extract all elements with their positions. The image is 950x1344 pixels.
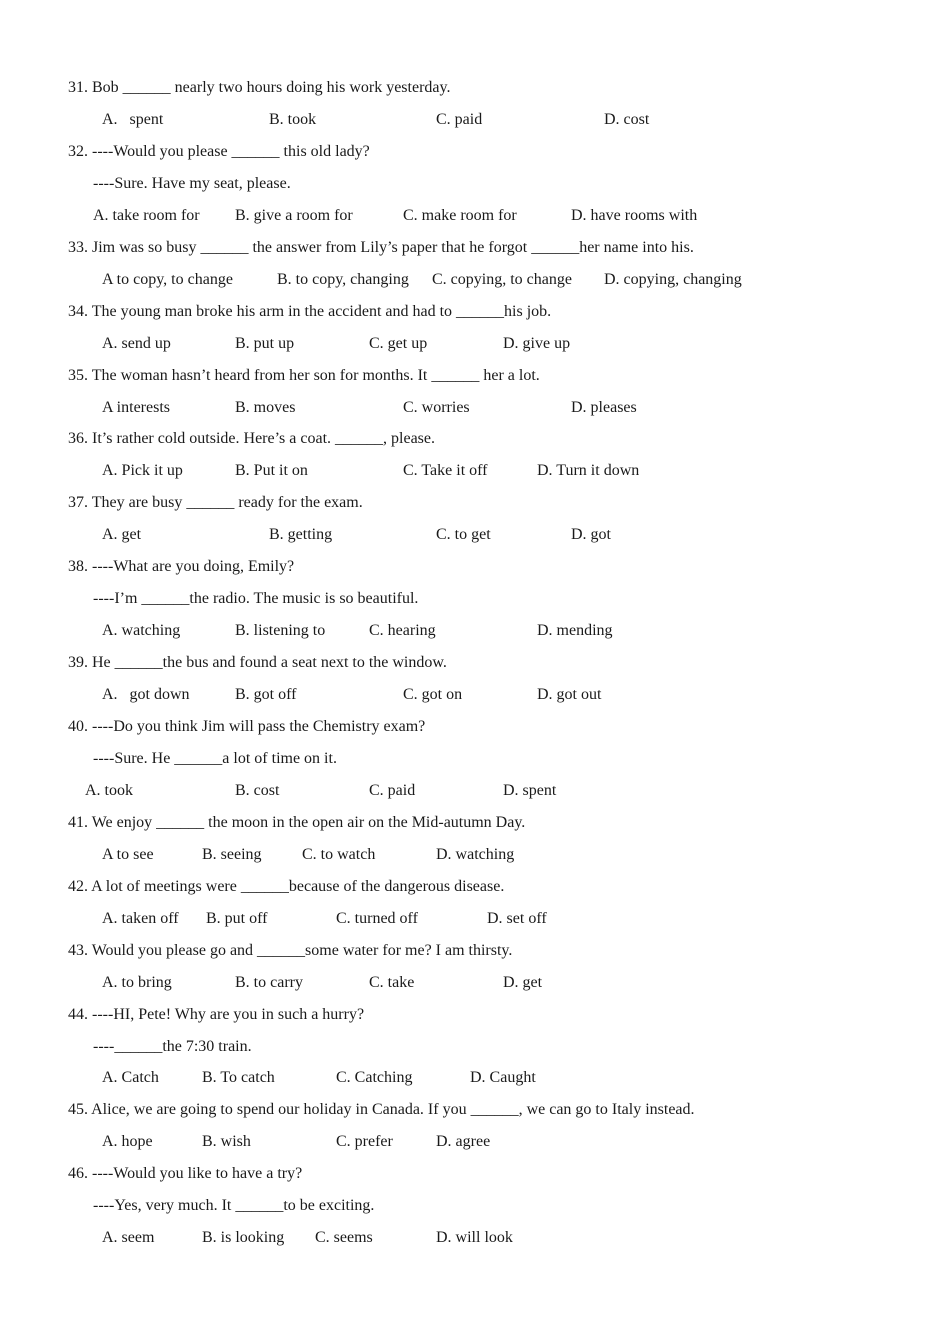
question-38-option-b[interactable]: B. listening to (235, 622, 326, 640)
question-46-dialogue-line: ----Yes, very much. It ______to be exciting. (93, 1197, 375, 1215)
question-31-option-c[interactable]: C. paid (436, 110, 483, 128)
question-33-option-a[interactable]: A to copy, to change (102, 270, 233, 288)
question-39-stem: 39. He ______the bus and found a seat next to the window. (68, 654, 447, 672)
question-44-option-d[interactable]: D. Caught (470, 1069, 536, 1087)
question-42-option-d[interactable]: D. set off (487, 909, 547, 927)
question-39-option-c[interactable]: C. got on (403, 686, 463, 704)
question-33-stem: 33. Jim was so busy ______ the answer from Lily’s paper that he forgot ______her name into his. (68, 238, 694, 256)
question-40-option-b[interactable]: B. cost (235, 781, 280, 799)
question-31-stem: 31. Bob ______ nearly two hours doing his work yesterday. (68, 79, 451, 96)
question-32-dialogue-line: ----Sure. Have my seat, please. (93, 174, 291, 192)
question-32-option-a[interactable]: A. take room for (93, 206, 200, 224)
question-39-option-d[interactable]: D. got out (537, 686, 602, 704)
question-32-option-c[interactable]: C. make room for (403, 206, 517, 224)
question-40-option-c[interactable]: C. paid (369, 781, 416, 799)
question-33-option-c[interactable]: C. copying, to change (432, 270, 572, 288)
question-38-option-c[interactable]: C. hearing (369, 622, 436, 640)
question-46-option-b[interactable]: B. is looking (202, 1229, 285, 1247)
question-34-option-a[interactable]: A. send up (102, 334, 171, 352)
question-31-option-b[interactable]: B. took (269, 110, 317, 128)
question-45-option-c[interactable]: C. prefer (336, 1133, 393, 1151)
question-34-option-d[interactable]: D. give up (503, 334, 571, 352)
question-45-option-b[interactable]: B. wish (202, 1133, 251, 1151)
question-37-stem: 37. They are busy ______ ready for the exam. (68, 494, 363, 512)
question-31-option-a[interactable]: A. spent (102, 110, 164, 128)
question-42-option-b[interactable]: B. put off (206, 909, 268, 927)
question-43-option-a[interactable]: A. to bring (102, 973, 172, 991)
question-46-option-c[interactable]: C. seems (315, 1229, 373, 1247)
question-42-option-c[interactable]: C. turned off (336, 909, 418, 927)
question-32-option-d[interactable]: D. have rooms with (571, 206, 698, 224)
question-37-option-b[interactable]: B. getting (269, 526, 333, 544)
question-38-stem: 38. ----What are you doing, Emily? (68, 558, 295, 576)
question-39-option-a[interactable]: A. got down (102, 686, 190, 704)
question-35-option-c[interactable]: C. worries (403, 398, 470, 416)
question-34-option-c[interactable]: C. get up (369, 334, 428, 352)
question-36-option-d[interactable]: D. Turn it down (537, 462, 640, 480)
question-35-option-a[interactable]: A interests (102, 398, 170, 416)
question-44-dialogue-line: ----______the 7:30 train. (93, 1037, 252, 1055)
question-44-stem: 44. ----HI, Pete! Why are you in such a hurry? (68, 1005, 365, 1023)
question-32-stem: 32. ----Would you please ______ this old lady? (68, 142, 370, 160)
question-38-option-a[interactable]: A. watching (102, 622, 181, 640)
question-36-option-b[interactable]: B. Put it on (235, 462, 308, 480)
question-42-option-a[interactable]: A. taken off (102, 909, 179, 927)
question-35-stem: 35. The woman hasn’t heard from her son for months. It ______ her a lot. (68, 366, 540, 384)
question-45-stem: 45. Alice, we are going to spend our holiday in Canada. If you ______, we can go to Italy instead. (68, 1101, 695, 1119)
question-45-option-d[interactable]: D. agree (436, 1133, 491, 1151)
question-43-option-d[interactable]: D. get (503, 973, 543, 991)
question-33-option-b[interactable]: B. to copy, changing (277, 270, 409, 288)
question-46-option-d[interactable]: D. will look (436, 1229, 513, 1247)
question-43-stem: 43. Would you please go and ______some water for me? I am thirsty. (68, 941, 513, 959)
question-45-option-a[interactable]: A. hope (102, 1133, 153, 1151)
question-40-option-a[interactable]: A. took (85, 781, 133, 799)
question-44-option-a[interactable]: A. Catch (102, 1069, 159, 1087)
question-36-stem: 36. It’s rather cold outside. Here’s a coat. ______, please. (68, 430, 435, 448)
question-34-option-b[interactable]: B. put up (235, 334, 295, 352)
question-46-stem: 46. ----Would you like to have a try? (68, 1165, 303, 1183)
question-41-option-c[interactable]: C. to watch (302, 845, 376, 863)
question-40-stem: 40. ----Do you think Jim will pass the Chemistry exam? (68, 718, 426, 735)
question-37-option-d[interactable]: D. got (571, 526, 611, 544)
question-41-option-d[interactable]: D. watching (436, 845, 515, 863)
question-43-option-b[interactable]: B. to carry (235, 973, 303, 991)
question-35-option-b[interactable]: B. moves (235, 398, 296, 416)
question-38-option-d[interactable]: D. mending (537, 622, 613, 640)
question-40-option-d[interactable]: D. spent (503, 781, 557, 799)
question-44-option-b[interactable]: B. To catch (202, 1069, 275, 1087)
question-37-option-c[interactable]: C. to get (436, 526, 491, 544)
question-36-option-a[interactable]: A. Pick it up (102, 462, 183, 480)
question-32-option-b[interactable]: B. give a room for (235, 206, 353, 224)
question-39-option-b[interactable]: B. got off (235, 686, 297, 704)
question-37-option-a[interactable]: A. get (102, 526, 142, 544)
question-35-option-d[interactable]: D. pleases (571, 398, 637, 416)
question-41-option-a[interactable]: A to see (102, 845, 154, 863)
question-34-stem: 34. The young man broke his arm in the accident and had to ______his job. (68, 302, 552, 320)
question-46-option-a[interactable]: A. seem (102, 1229, 155, 1247)
question-36-option-c[interactable]: C. Take it off (403, 462, 488, 480)
question-40-dialogue-line: ----Sure. He ______a lot of time on it. (93, 749, 337, 767)
question-41-option-b[interactable]: B. seeing (202, 845, 262, 863)
question-42-stem: 42. A lot of meetings were ______because of the dangerous disease. (68, 877, 505, 895)
question-43-option-c[interactable]: C. take (369, 973, 415, 991)
question-44-option-c[interactable]: C. Catching (336, 1069, 413, 1087)
question-38-dialogue-line: ----I’m ______the radio. The music is so beautiful. (93, 590, 419, 608)
question-41-stem: 41. We enjoy ______ the moon in the open air on the Mid-autumn Day. (68, 813, 526, 831)
question-33-option-d[interactable]: D. copying, changing (604, 270, 742, 288)
question-31-option-d[interactable]: D. cost (604, 110, 650, 128)
